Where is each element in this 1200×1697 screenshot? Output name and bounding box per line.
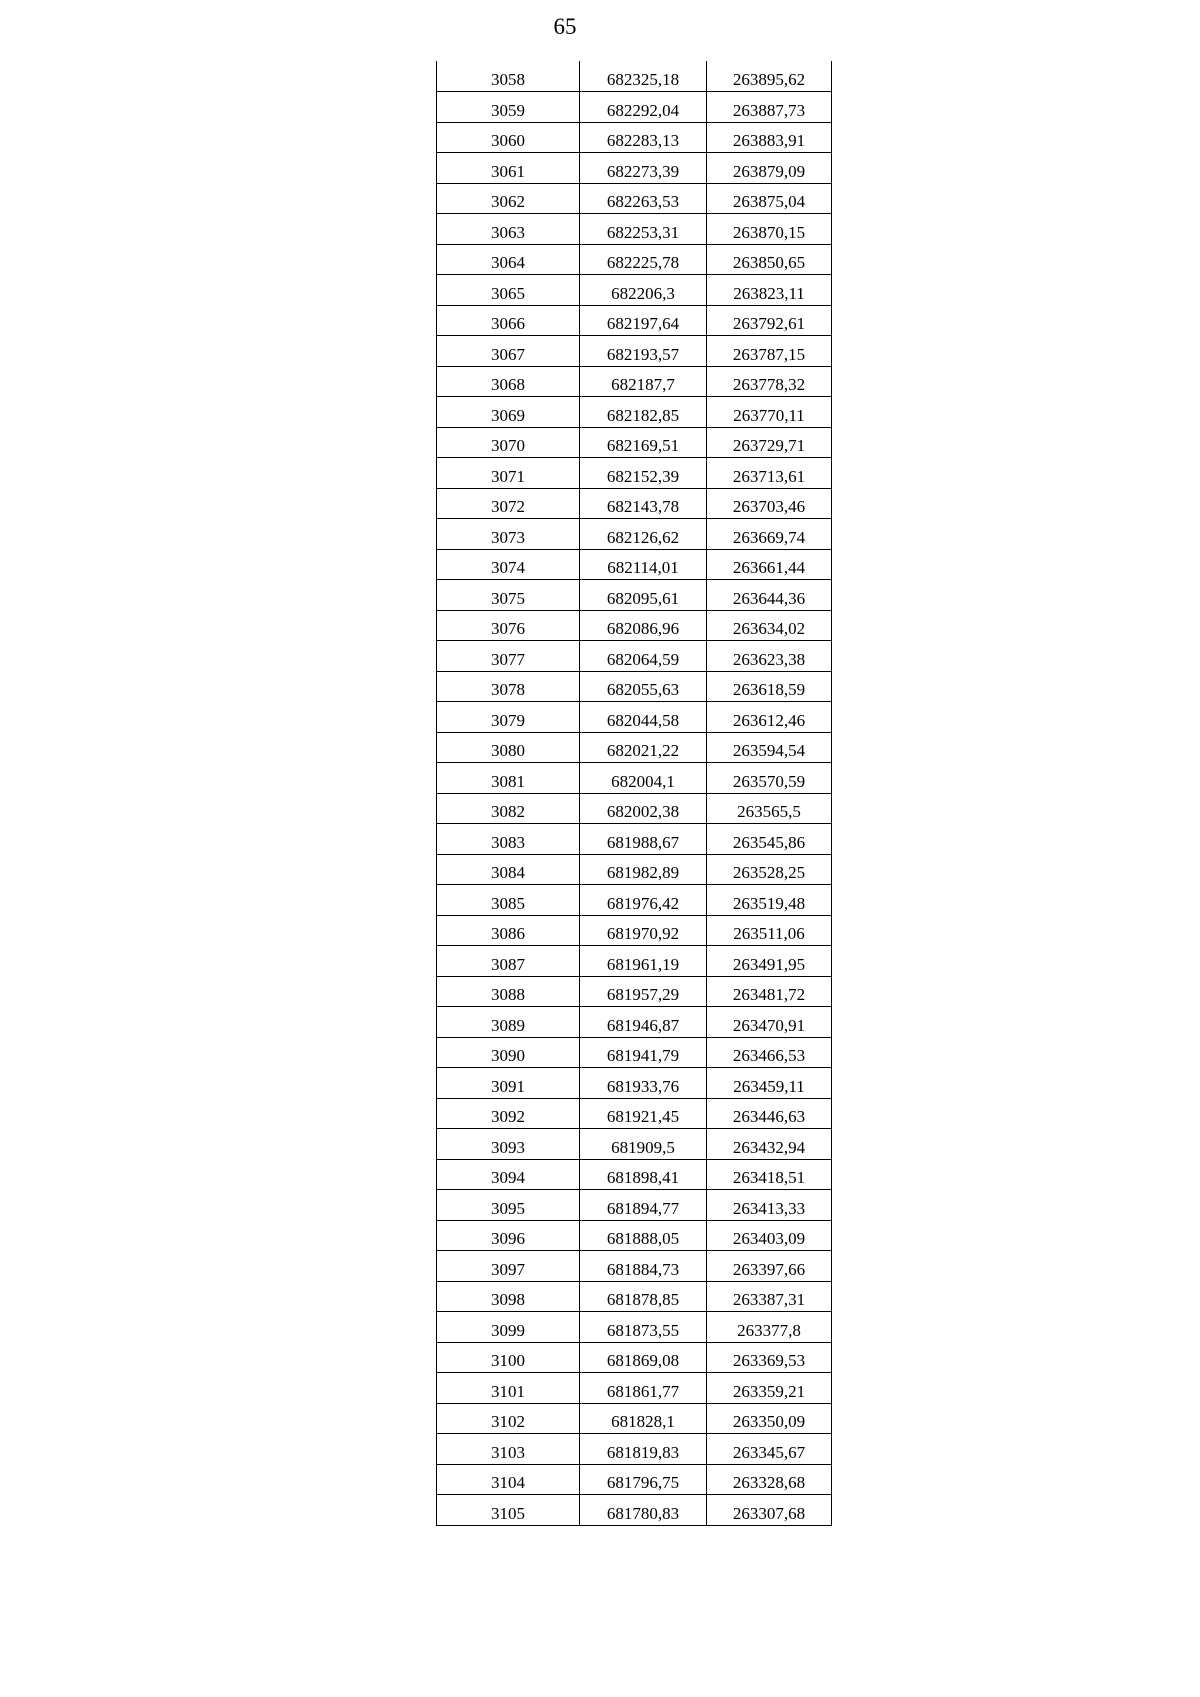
- x-coordinate-cell: 682114,01: [580, 549, 707, 580]
- y-coordinate-cell: 263307,68: [732, 1503, 806, 1523]
- table-row: [437, 214, 832, 245]
- table-row: [437, 153, 832, 184]
- y-coordinate-cell: 263887,73: [707, 92, 832, 123]
- x-coordinate-cell: 682143,78: [580, 488, 707, 519]
- x-coordinate-cell: 682004,1: [580, 763, 707, 794]
- y-coordinate-cell: 263519,48: [707, 885, 832, 916]
- point-number-cell: 3104: [437, 1464, 580, 1495]
- x-coordinate-cell: 682152,39: [580, 458, 707, 489]
- table-row: [437, 1342, 832, 1373]
- y-coordinate-cell: 263879,09: [707, 153, 832, 184]
- y-coordinate-cell: 263792,61: [707, 305, 832, 336]
- point-number-cell: 3101: [437, 1373, 580, 1404]
- x-coordinate-cell: 682064,59: [580, 641, 707, 672]
- y-coordinate-cell: 263491,95: [707, 946, 832, 977]
- table-row: [437, 1068, 832, 1099]
- x-coordinate-cell: 682169,51: [580, 427, 707, 458]
- y-coordinate-cell: 263481,72: [707, 976, 832, 1007]
- y-coordinate-cell: 263644,36: [707, 580, 832, 611]
- point-number-cell: 3062: [437, 183, 580, 214]
- x-coordinate-cell: 681970,92: [580, 915, 707, 946]
- x-coordinate-cell: 681888,05: [580, 1220, 707, 1251]
- x-coordinate-cell: 681873,55: [580, 1312, 707, 1343]
- y-coordinate-cell: 263350,09: [707, 1403, 832, 1434]
- table-row: [437, 1403, 832, 1434]
- point-number-cell: 3058: [437, 61, 580, 92]
- table-row: [437, 580, 832, 611]
- table-row: [437, 854, 832, 885]
- table-row: [437, 976, 832, 1007]
- y-coordinate-cell: 263413,33: [707, 1190, 832, 1221]
- x-coordinate-cell: 682187,7: [580, 366, 707, 397]
- table-row: [437, 641, 832, 672]
- x-coordinate-cell: 682263,53: [580, 183, 707, 214]
- x-coordinate-cell: 681819,83: [580, 1434, 707, 1465]
- x-coordinate-cell: 681961,19: [580, 946, 707, 977]
- y-coordinate-cell: 263397,66: [707, 1251, 832, 1282]
- point-number-cell: 3093: [437, 1129, 580, 1160]
- table-row: [437, 366, 832, 397]
- y-coordinate-cell: 263345,67: [707, 1434, 832, 1465]
- table-row: [437, 1373, 832, 1404]
- table-row: [437, 397, 832, 428]
- point-number-cell: 3081: [437, 763, 580, 794]
- point-number-cell: 3080: [437, 732, 580, 763]
- point-number-cell: 3067: [437, 336, 580, 367]
- point-number-cell: 3059: [437, 92, 580, 123]
- x-coordinate-cell: 682182,85: [580, 397, 707, 428]
- point-number-cell: 3070: [437, 427, 580, 458]
- x-coordinate-cell: 682126,62: [580, 519, 707, 550]
- table-row: [437, 915, 832, 946]
- x-coordinate-cell: 681941,79: [580, 1037, 707, 1068]
- y-coordinate-cell: 263387,31: [707, 1281, 832, 1312]
- table-row: [437, 305, 832, 336]
- table-row: [437, 732, 832, 763]
- y-coordinate-cell: 263459,11: [707, 1068, 832, 1099]
- point-number-cell: 3100: [437, 1342, 580, 1373]
- x-coordinate-cell: 682325,18: [580, 61, 707, 92]
- y-coordinate-cell: 263612,46: [707, 702, 832, 733]
- point-number-cell: 3078: [437, 671, 580, 702]
- x-coordinate-cell: 681957,29: [580, 976, 707, 1007]
- y-coordinate-cell: 263883,91: [707, 122, 832, 153]
- table-row: [437, 1037, 832, 1068]
- x-coordinate-cell: 682095,61: [580, 580, 707, 611]
- point-number-cell: 3071: [437, 458, 580, 489]
- table-row: [437, 763, 832, 794]
- table-row: [437, 427, 832, 458]
- y-coordinate-cell: 263623,38: [707, 641, 832, 672]
- y-coordinate-cell: 263634,02: [707, 610, 832, 641]
- table-row: [437, 702, 832, 733]
- y-coordinate-cell: 263895,62: [707, 61, 832, 92]
- x-coordinate-cell: 682055,63: [580, 671, 707, 702]
- point-number-cell: 3074: [437, 549, 580, 580]
- x-coordinate-cell: 681828,1: [580, 1403, 707, 1434]
- point-number-cell: 3073: [437, 519, 580, 550]
- x-coordinate-cell: 682206,3: [580, 275, 707, 306]
- y-coordinate-cell: 263377,8: [707, 1312, 832, 1343]
- table-row: [437, 946, 832, 977]
- x-coordinate-cell: 681909,5: [580, 1129, 707, 1160]
- y-coordinate-cell: 263823,11: [707, 275, 832, 306]
- point-number-cell: 3066: [437, 305, 580, 336]
- point-number-cell: 3072: [437, 488, 580, 519]
- x-coordinate-cell: 681894,77: [580, 1190, 707, 1221]
- point-number-cell: 3084: [437, 854, 580, 885]
- y-coordinate-cell: 263511,06: [707, 915, 832, 946]
- x-coordinate-cell: 682044,58: [580, 702, 707, 733]
- point-number-cell: 3092: [437, 1098, 580, 1129]
- x-coordinate-cell: 681982,89: [580, 854, 707, 885]
- y-coordinate-cell: 263870,15: [707, 214, 832, 245]
- y-coordinate-cell: 263565,5: [707, 793, 832, 824]
- point-number-cell: 3086: [437, 915, 580, 946]
- x-coordinate-cell: 682273,39: [580, 153, 707, 184]
- y-coordinate-cell: 263328,68: [707, 1464, 832, 1495]
- x-coordinate-cell: 681921,45: [580, 1098, 707, 1129]
- y-coordinate-cell: 263403,09: [707, 1220, 832, 1251]
- y-coordinate-cell: 263570,59: [707, 763, 832, 794]
- table-row: [437, 1434, 832, 1465]
- table-row: [437, 1220, 832, 1251]
- point-number-cell: 3095: [437, 1190, 580, 1221]
- x-coordinate-cell: 682002,38: [580, 793, 707, 824]
- y-coordinate-cell: 263359,21: [707, 1373, 832, 1404]
- point-number-cell: 3077: [437, 641, 580, 672]
- x-coordinate-cell: 681780,83: [580, 1495, 707, 1526]
- x-coordinate-cell: 681976,42: [580, 885, 707, 916]
- table-row: [437, 885, 832, 916]
- y-coordinate-cell: 263418,51: [707, 1159, 832, 1190]
- x-coordinate-cell: 681933,76: [580, 1068, 707, 1099]
- coordinates-table: [436, 61, 832, 1526]
- point-number-cell: 3061: [437, 153, 580, 184]
- point-number-cell: 3099: [437, 1312, 580, 1343]
- point-number-cell: 3076: [437, 610, 580, 641]
- point-number-cell: 3083: [437, 824, 580, 855]
- y-coordinate-cell: 263618,59: [707, 671, 832, 702]
- y-coordinate-cell: 263661,44: [707, 549, 832, 580]
- y-coordinate-cell: 263528,25: [707, 854, 832, 885]
- y-coordinate-cell: 263875,04: [707, 183, 832, 214]
- x-coordinate-cell: 681869,08: [580, 1342, 707, 1373]
- point-number-cell: 3097: [437, 1251, 580, 1282]
- point-number-cell: 3063: [437, 214, 580, 245]
- y-coordinate-cell: 263713,61: [707, 458, 832, 489]
- point-number-cell: 3060: [437, 122, 580, 153]
- table-row: [437, 1129, 832, 1160]
- x-coordinate-cell: 682283,13: [580, 122, 707, 153]
- table-row: [437, 549, 832, 580]
- y-coordinate-cell: 263470,91: [707, 1007, 832, 1038]
- y-coordinate-cell: 263446,63: [707, 1098, 832, 1129]
- page-number: 65: [553, 14, 577, 39]
- point-number-cell: 3065: [437, 275, 580, 306]
- y-coordinate-cell: 263466,53: [707, 1037, 832, 1068]
- point-number-cell: 3096: [437, 1220, 580, 1251]
- x-coordinate-cell: 682021,22: [580, 732, 707, 763]
- table-row: [437, 1190, 832, 1221]
- x-coordinate-cell: 681878,85: [580, 1281, 707, 1312]
- y-coordinate-cell: 263594,54: [707, 732, 832, 763]
- point-number-cell: 3085: [437, 885, 580, 916]
- x-coordinate-cell: 682197,64: [580, 305, 707, 336]
- table-row: [437, 1495, 832, 1526]
- point-number-cell: 3068: [437, 366, 580, 397]
- point-number-cell: 3064: [437, 244, 580, 275]
- point-number-cell: 3082: [437, 793, 580, 824]
- point-number-cell: 3088: [437, 976, 580, 1007]
- table-row: [437, 458, 832, 489]
- table-row: [437, 824, 832, 855]
- point-number-cell: 3090: [437, 1037, 580, 1068]
- table-row: [437, 244, 832, 275]
- y-coordinate-cell: 263703,46: [707, 488, 832, 519]
- x-coordinate-cell: 681988,67: [580, 824, 707, 855]
- point-number-cell: 3079: [437, 702, 580, 733]
- y-coordinate-cell: 263669,74: [707, 519, 832, 550]
- point-number-cell: 3075: [437, 580, 580, 611]
- point-number-cell: 3094: [437, 1159, 580, 1190]
- table-row: [437, 610, 832, 641]
- point-number-cell: 3102: [437, 1403, 580, 1434]
- table-row: [437, 1098, 832, 1129]
- point-number-cell: 3087: [437, 946, 580, 977]
- table-row: [437, 1251, 832, 1282]
- point-number-cell: 3103: [437, 1434, 580, 1465]
- x-coordinate-cell: 681861,77: [580, 1373, 707, 1404]
- table-row: [437, 275, 832, 306]
- x-coordinate-cell: 681898,41: [580, 1159, 707, 1190]
- point-number-cell: 3098: [437, 1281, 580, 1312]
- table-row: [437, 1007, 832, 1038]
- x-coordinate-cell: 681796,75: [580, 1464, 707, 1495]
- table-row: [437, 61, 832, 92]
- table-row: [437, 488, 832, 519]
- y-coordinate-cell: 263770,11: [707, 397, 832, 428]
- table-row: [437, 336, 832, 367]
- point-number-cell: 3105: [437, 1495, 580, 1526]
- point-number-cell: 3091: [437, 1068, 580, 1099]
- table-row: [437, 671, 832, 702]
- table-row: [437, 793, 832, 824]
- x-coordinate-cell: 682193,57: [580, 336, 707, 367]
- table-row: [437, 92, 832, 123]
- x-coordinate-cell: 682086,96: [580, 610, 707, 641]
- y-coordinate-cell: 263850,65: [707, 244, 832, 275]
- point-number-cell: 3069: [437, 397, 580, 428]
- table-row: [437, 1159, 832, 1190]
- y-coordinate-cell: 263778,32: [707, 366, 832, 397]
- y-coordinate-cell: 263545,86: [707, 824, 832, 855]
- x-coordinate-cell: 681884,73: [580, 1251, 707, 1282]
- table-row: [437, 1312, 832, 1343]
- coordinates-table-body: [437, 61, 832, 1525]
- x-coordinate-cell: 682225,78: [580, 244, 707, 275]
- x-coordinate-cell: 681946,87: [580, 1007, 707, 1038]
- table-row: [437, 1464, 832, 1495]
- table-row: [437, 1281, 832, 1312]
- y-coordinate-cell: 263432,94: [707, 1129, 832, 1160]
- point-number-cell: 3089: [437, 1007, 580, 1038]
- x-coordinate-cell: 682253,31: [580, 214, 707, 245]
- table-row: [437, 519, 832, 550]
- y-coordinate-cell: 263729,71: [707, 427, 832, 458]
- y-coordinate-cell: 263787,15: [707, 336, 832, 367]
- y-coordinate-cell: 263369,53: [707, 1342, 832, 1373]
- table-row: [437, 183, 832, 214]
- table-row: [437, 122, 832, 153]
- x-coordinate-cell: 682292,04: [580, 92, 707, 123]
